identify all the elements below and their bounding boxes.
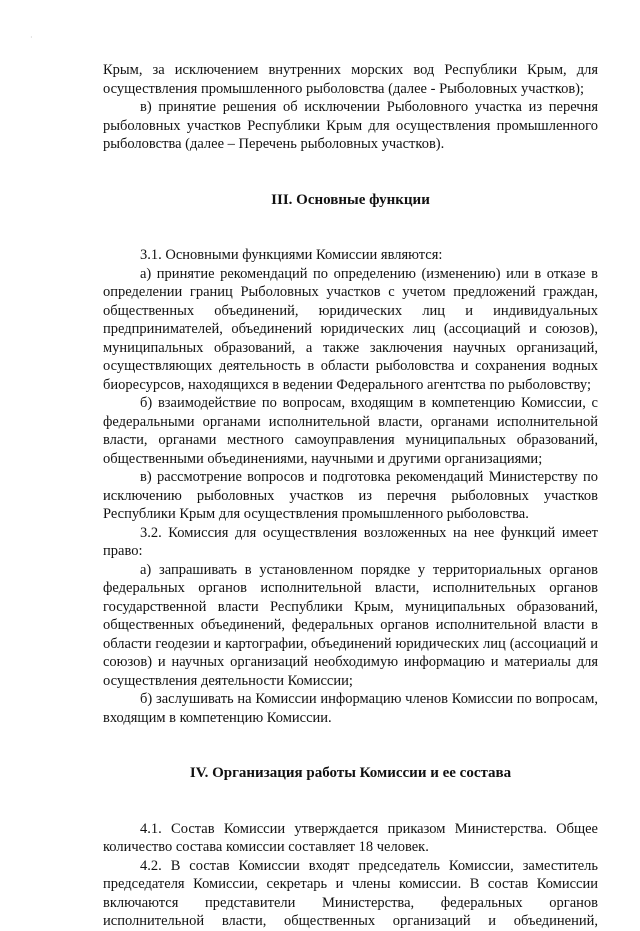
paragraph-3-2-a: а) запрашивать в установленном порядке у территориальных органов федеральных органов исполнительной власти, исполнительных органов государственной власти Республики Крым, муниципальных образований, общественных объединений, федеральных органов исполнительной власти в области геодезии и картографии, объединений юридических лиц (ассоциаций и союзов) и научных организаций необходимую информацию и материалы для осуществления деятельности Комиссии; [103, 561, 598, 689]
paragraph-3-2-b: б) заслушивать на Комиссии информацию членов Комиссии по вопросам, входящим в компетенцию Комиссии. [103, 691, 598, 726]
section-4-body [103, 820, 598, 931]
section-3-heading: III. Основные функции [271, 191, 430, 208]
paragraph-3-1-b: б) взаимодействие по вопросам, входящим в компетенцию Комиссии, с федеральными органами исполнительной власти, органами исполнительной власти, органами местного самоуправления муниципальных образований, общественными объединениями, научными и другими организациями; [103, 395, 598, 467]
paragraph-continuation: Крым, за исключением внутренних морских вод Республики Крым, для осуществления промышленного рыболовства (далее - Рыболовных участков); [103, 62, 598, 97]
margin-mark: · [30, 33, 33, 42]
document-body [103, 61, 598, 931]
paragraph-4-1: 4.1. Состав Комиссии утверждается приказом Министерства. Общее количество состава комиссии составляет 18 человек. [103, 820, 598, 855]
paragraph-item-v: в) принятие решения об исключении Рыболовного участка из перечня рыболовных участков Республики Крым для осуществления промышленного рыболовства (далее – Перечень рыболовных участков). [103, 99, 598, 152]
paragraph-3-2: 3.2. Комиссия для осуществления возложенных на нее функций имеет право: [103, 524, 598, 559]
paragraph-3-1-a: а) принятие рекомендаций по определению (изменению) или в отказе в определении границ Рыболовных участков с учетом предложений граждан, общественных объединений, юридических лиц и индивидуальных предпринимателей, объединений юридических лиц (ассоциаций и союзов), муниципальных образований, а также заключения научных организаций, осуществляющих деятельность в области рыболовства и сохранения водных биоресурсов, находящихся в ведении Федерального агентства по рыболовству; [103, 265, 598, 393]
paragraph-4-2: 4.2. В состав Комиссии входят председатель Комиссии, заместитель председателя Комиссии, секретарь и члены комиссии. В состав Комиссии включаются представители Министерства, федеральных органов исполнительной власти, общественных организаций и объединений, [103, 857, 598, 929]
section-3-body [103, 246, 598, 727]
section-4-heading: IV. Организация работы Комиссии и ее состава [189, 765, 512, 781]
paragraph-3-1: 3.1. Основными функциями Комиссии являются: [140, 247, 443, 263]
paragraph-3-1-v: в) рассмотрение вопросов и подготовка рекомендаций Министерству по исключению рыболовных участков из перечня рыболовных участков Республики Крым для осуществления промышленного рыболовства. [103, 469, 598, 522]
